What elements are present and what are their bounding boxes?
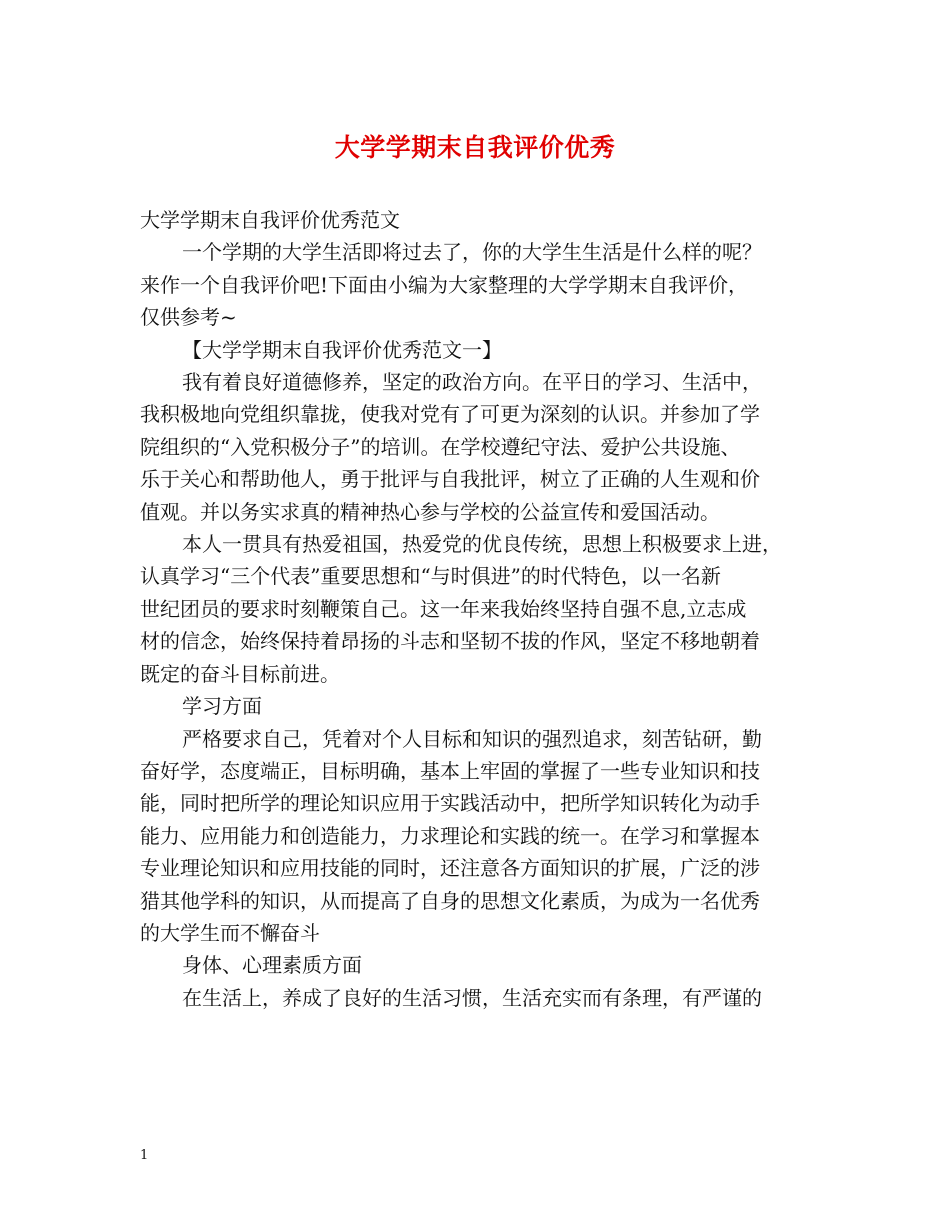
text-line: 严格要求自己，凭着对个人目标和知识的强烈追求，刻苦钻研，勤 <box>182 726 762 751</box>
text-line: 的大学生而不懈奋斗 <box>140 920 320 945</box>
document-body <box>140 204 830 1014</box>
text-line: 材的信念，始终保持着昂扬的斗志和坚韧不拔的作风，坚定不移地朝着 <box>140 629 760 654</box>
text-line: 来作一个自我评价吧!下面由小编为大家整理的大学学期末自我评价， <box>140 272 749 297</box>
text-line: 能力、应用能力和创造能力，力求理论和实践的统一。在学习和掌握本 <box>140 823 760 848</box>
text-line: 猎其他学科的知识，从而提高了自身的思想文化素质，为成为一名优秀 <box>140 888 760 913</box>
text-line: 一个学期的大学生活即将过去了，你的大学生生活是什么样的呢？ <box>182 240 762 265</box>
text-line: 仅供参考~ <box>140 305 237 330</box>
text-line: 本人一贯具有热爱祖国，热爱党的优良传统，思想上积极要求上进， <box>182 532 782 557</box>
text-line: 我有着良好道德修养，坚定的政治方向。在平日的学习、生活中， <box>182 370 762 395</box>
page-number: 1 <box>140 1148 149 1163</box>
text-line: 我积极地向党组织靠拢，使我对党有了可更为深刻的认识。并参加了学 <box>140 402 760 427</box>
text-line: 奋好学，态度端正，目标明确，基本上牢固的掌握了一些专业知识和技 <box>140 758 760 783</box>
text-line: 乐于关心和帮助他人，勇于批评与自我批评，树立了正确的人生观和价 <box>140 467 760 492</box>
text-line: 身体、心理素质方面 <box>182 953 362 978</box>
text-line: 大学学期末自我评价优秀范文 <box>140 208 400 232</box>
document-title: 大学学期末自我评价优秀 <box>334 133 616 162</box>
text-line: 值观。并以务实求真的精神热心参与学校的公益宣传和爱国活动。 <box>140 499 720 524</box>
text-line: 专业理论知识和应用技能的同时，还注意各方面知识的扩展，广泛的涉 <box>140 856 760 881</box>
text-line: 既定的奋斗目标前进。 <box>140 661 340 686</box>
text-line: 学习方面 <box>182 694 262 719</box>
text-line: 能，同时把所学的理论知识应用于实践活动中，把所学知识转化为动手 <box>140 791 760 816</box>
text-line: 世纪团员的要求时刻鞭策自己。这一年来我始终坚持自强不息,立志成 <box>140 596 747 621</box>
text-line: 【大学学期末自我评价优秀范文一】 <box>182 337 502 362</box>
text-line: 在生活上，养成了良好的生活习惯，生活充实而有条理，有严谨的 <box>182 985 762 1010</box>
text-line: 认真学习“三个代表”重要思想和“与时俱进”的时代特色，以一名新 <box>140 564 721 589</box>
text-line: 院组织的“入党积极分子”的培训。在学校遵纪守法、爱护公共设施、 <box>140 434 741 459</box>
